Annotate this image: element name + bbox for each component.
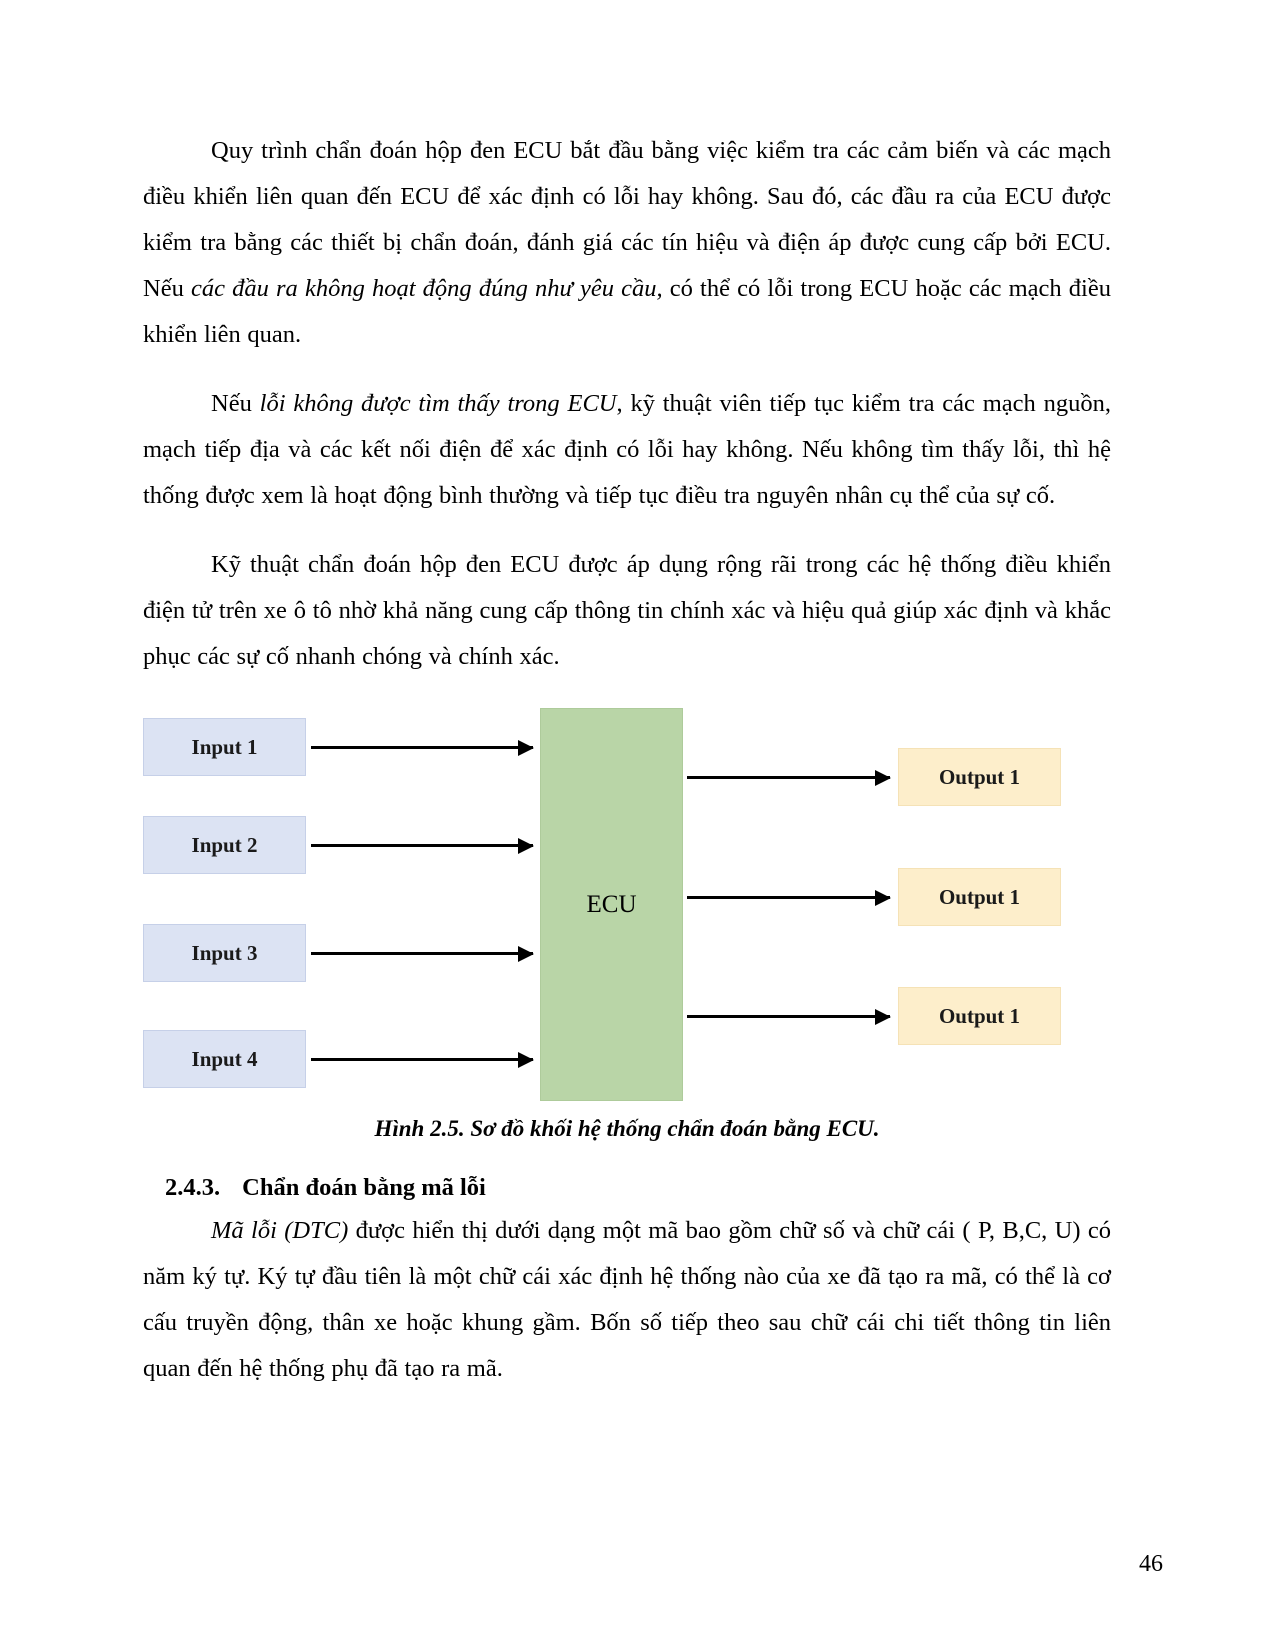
output-label-1: Output 1: [938, 764, 1021, 789]
output-label-2: Output 1: [938, 884, 1021, 909]
paragraph-spacer: [143, 522, 1111, 542]
ecu-block-diagram: [143, 708, 1111, 1108]
arrow-ecu-to-output-3: [687, 1015, 890, 1018]
arrow-ecu-to-output-2: [687, 896, 890, 899]
input-label-1: Input 1: [191, 734, 258, 759]
arrow-ecu-to-output-1: [687, 776, 890, 779]
page-content: [143, 128, 1111, 1395]
output-label-3: Output 1: [938, 1003, 1021, 1028]
page-number: 46: [1139, 1551, 1163, 1577]
diagram-input-box-4: [143, 1030, 306, 1088]
emphasis-text: Mã lỗi (DTC): [211, 1217, 349, 1244]
arrow-input-1-to-ecu: [311, 746, 533, 749]
section-title: Chẩn đoán bằng mã lỗi: [242, 1174, 486, 1201]
input-label-3: Input 3: [191, 940, 258, 965]
diagram-input-box-3: [143, 924, 306, 982]
figure-caption: Hình 2.5. Sơ đồ khối hệ thống chẩn đoán bằng ECU.: [374, 1116, 880, 1141]
plain-text: Nếu: [211, 390, 260, 417]
diagram-output-box-1: [898, 748, 1061, 806]
section-heading: [143, 1174, 1111, 1202]
diagram-output-box-2: [898, 868, 1061, 926]
plain-text: được hiển thị dưới dạng một mã bao gồm chữ số và chữ cái ( P, B,C, U) có năm ký tự. Ký tự đầu tiên là một chữ cái xác định hệ thống nào của xe đã tạo ra mã, có thể là cơ cấu truyền động, thân xe hoặc khung gầm. Bốn số tiếp theo sau chữ cái chi tiết thông tin liên quan đến hệ thống phụ đã tạo ra mã.: [143, 1217, 1112, 1382]
diagram-input-box-2: [143, 816, 306, 874]
figure-block: [143, 708, 1111, 1141]
diagram-ecu-box: [540, 708, 683, 1101]
section-number: 2.4.3.: [165, 1174, 221, 1201]
paragraph-4: [143, 1208, 1111, 1392]
arrow-input-3-to-ecu: [311, 952, 533, 955]
arrow-input-2-to-ecu: [311, 844, 533, 847]
arrow-input-4-to-ecu: [311, 1058, 533, 1061]
paragraph-1: [143, 128, 1111, 358]
plain-text: Kỹ thuật chẩn đoán hộp đen ECU được áp dụng rộng rãi trong các hệ thống điều khiển điện tử trên xe ô tô nhờ khả năng cung cấp thông tin chính xác và hiệu quả giúp xác định và khắc phục các sự cố nhanh chóng và chính xác.: [143, 551, 1111, 670]
plain-text: có thể có lỗi trong ECU hoặc các mạch điều khiển liên quan.: [143, 275, 1111, 348]
plain-text: Quy trình chẩn đoán hộp đen ECU bắt đầu bằng việc kiểm tra các cảm biến và các mạch điều khiển liên quan đến ECU để xác định có lỗi hay không. Sau đó, các đầu ra của ECU được kiểm tra bằng các thiết bị chẩn đoán, đánh giá các tín hiệu và điện áp được cung cấp bởi ECU. Nếu: [143, 137, 1111, 302]
ecu-label: ECU: [586, 890, 637, 918]
plain-text: , kỹ thuật viên tiếp tục kiểm tra các mạch nguồn, mạch tiếp địa và các kết nối điện để xác định có lỗi hay không. Nếu không tìm thấy lỗi, thì hệ thống được xem là hoạt động bình thường và tiếp tục điều tra nguyên nhân cụ thể của sự cố.: [143, 390, 1111, 509]
diagram-output-box-3: [898, 987, 1061, 1045]
emphasis-text: lỗi không được tìm thấy trong ECU: [259, 390, 617, 417]
input-label-2: Input 2: [191, 832, 258, 857]
input-label-4: Input 4: [191, 1046, 258, 1071]
paragraph-3: [143, 542, 1111, 680]
diagram-input-box-1: [143, 718, 306, 776]
paragraph-2: [143, 381, 1111, 519]
paragraph-spacer: [143, 361, 1111, 381]
emphasis-text: các đầu ra không hoạt động đúng như yêu cầu,: [190, 275, 663, 302]
